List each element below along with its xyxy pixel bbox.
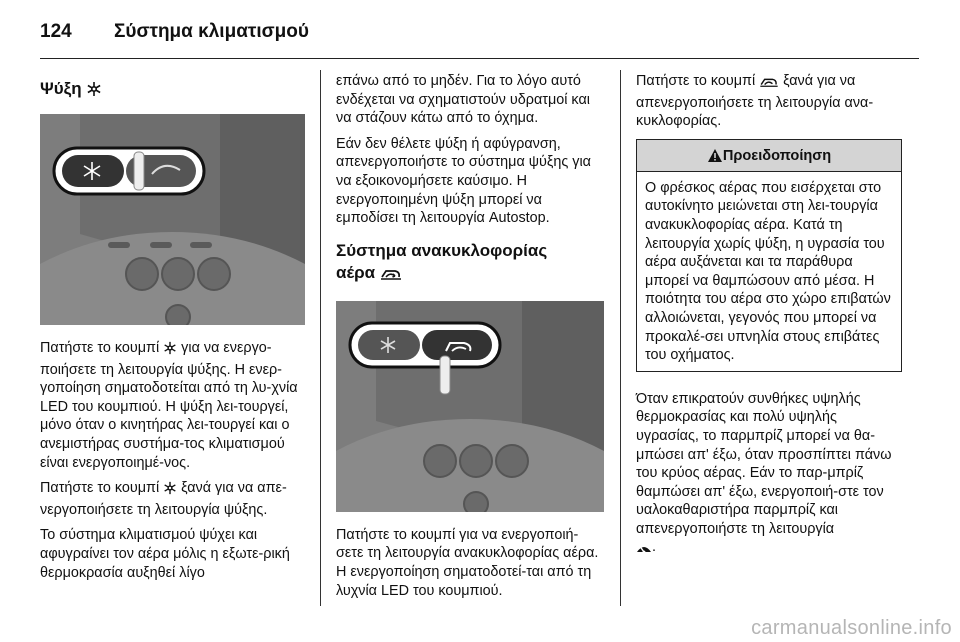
warning-triangle-icon	[707, 143, 723, 175]
column-divider-1	[320, 70, 321, 606]
cooling-paragraph-5: Εάν δεν θέλετε ψύξη ή αφύγρανση, απενεργοποιήστε το σύστημα ψύξης για να εξοικονομήσετε καύσιμο. Η ενεργοποιημένη ψύξη μπορεί να εμποδίσει τη λειτουργία Autostop.	[336, 135, 591, 227]
header-divider	[40, 58, 919, 59]
cooling-paragraph-2: Πατήστε το κουμπί ξανά για να απε-νεργοποιήσετε τη λειτουργία ψύξης.	[40, 480, 287, 518]
snowflake-icon	[86, 81, 102, 103]
column-1	[40, 78, 305, 589]
recirculation-paragraph-2: Πατήστε το κουμπί ξανά για να απενεργοποιήσετε τη λειτουργία ανα-κυκλοφορίας.	[636, 73, 874, 130]
warning-title: Προειδοποίηση	[722, 147, 832, 164]
warning-text: Ο φρέσκος αέρας που εισέρχεται στο αυτοκίνητο μειώνεται στη λει-τουργία ανακυκλοφορίας αέρα. Κατά τη λειτουργία χωρίς ψύξη, η υγρασία του αέρα αυξάνεται και τα παράθυρα μπορεί να θαμπώσουν από μέσα. Η ποιότητα του αέρα στο χώρο επιβατών αλλοιώνεται, γεγονός που μπορεί να προκαλέ-σει υπνηλία στους επιβάτες του οχήματος.	[645, 179, 891, 364]
snowflake-icon	[163, 341, 177, 361]
column-divider-2	[620, 70, 621, 606]
snowflake-icon	[163, 481, 177, 501]
column-3	[636, 72, 902, 567]
air-recirculation-icon	[759, 75, 779, 94]
page-header	[40, 14, 309, 50]
air-recirculation-icon	[380, 265, 402, 287]
cooling-paragraph-1: Πατήστε το κουμπί για να ενεργο-ποιήσετε τη λειτουργία ψύξης. Η ενερ-γοποίηση σηματοδοτείται από τη λυ-χνία LED του κουμπιού. Η ψύξη λει-τουργεί, μόνο όταν ο κινητήρας λει-τουργεί και ο ανεμιστήρας συστήμα-τος κλιματισμού είναι ενεργοποιημέ-νος.	[40, 340, 298, 471]
column-2	[336, 72, 604, 607]
ac-button-illustration	[40, 114, 305, 325]
watermark: carmanualsonline.info	[751, 617, 952, 639]
page-number: 124	[40, 21, 72, 42]
warning-box	[636, 139, 902, 372]
warning-header	[637, 140, 901, 172]
page-title: Σύστημα κλιματισμού	[114, 21, 309, 42]
recirculation-paragraph-1: Πατήστε το κουμπί για να ενεργοποιή-σετε τη λειτουργία ανακυκλοφορίας αέρα. Η ενεργοποίηση σηματοδοτεί-ται από τη λυχνία LED του κουμπιού.	[336, 526, 599, 599]
cooling-paragraph-3: Το σύστημα κλιματισμού ψύχει και αφυγραίνει τον αέρα μόλις η εξωτε-ρική θερμοκρασία αυξηθεί λίγο	[40, 527, 290, 581]
section-heading-cooling: Ψύξη	[40, 78, 305, 103]
windscreen-wiper-icon	[636, 540, 652, 560]
cooling-paragraph-4: επάνω από το μηδέν. Για το λόγο αυτό ενδέχεται να σχηματιστούν υδρατμοί και να στάζουν κάτω από το όχημα.	[336, 73, 590, 127]
section-heading-recirculation: Σύστημα ανακυκλοφορίας αέρα	[336, 240, 604, 287]
windscreen-paragraph: Όταν επικρατούν συνθήκες υψηλής θερμοκρασίας και πολύ υψηλής υγρασίας, το παρμπρίζ μπορεί να θα-μπώσει απ' έξω, όταν προσπίπτει πάνω του κρύος αέρας. Εάν το παρ-μπρίζ θαμπώσει απ' έξω, ενεργοποιή-στε τον υαλοκαθαριστήρα παρμπρίζ και απενεργοποιήστε τη λειτουργία .	[636, 390, 902, 560]
recirculation-button-illustration	[336, 301, 604, 512]
